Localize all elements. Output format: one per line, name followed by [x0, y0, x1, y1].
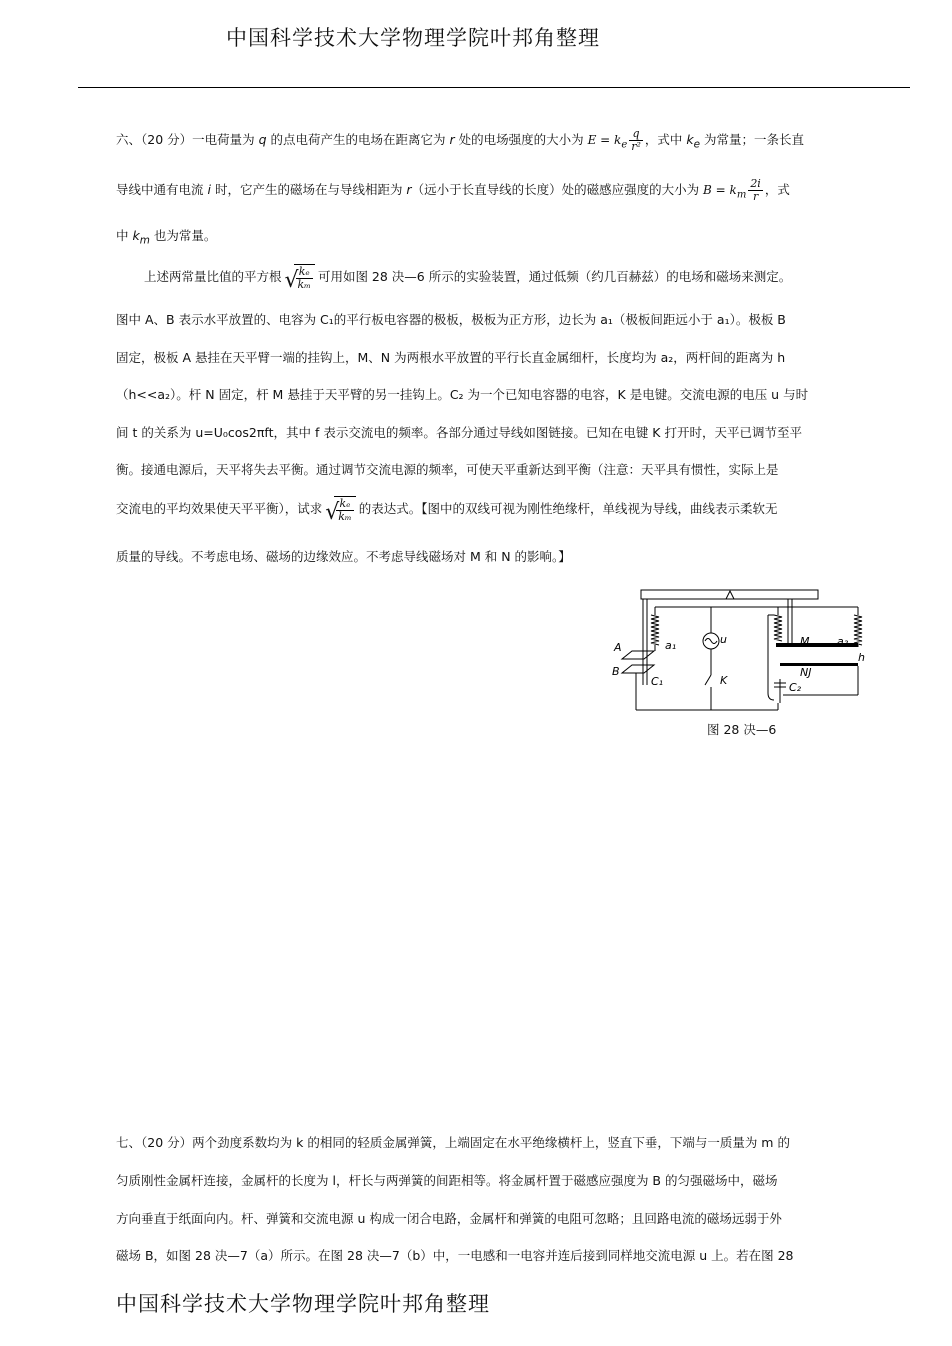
rod-n	[780, 663, 858, 666]
label-u: u	[720, 633, 727, 646]
q6-line-3: 中 $k_m$ 也为常量。	[116, 228, 217, 247]
q7-line-2: 匀质刚性金属杆连接，金属杆的长度为 l，杆长与两弹簧的间距相等。将金属杆置于磁感应强度为 B 的匀强磁场中，磁场	[116, 1173, 778, 1188]
left-spring-icon	[651, 615, 659, 645]
plate-a	[622, 651, 654, 659]
label-m: M	[800, 635, 810, 648]
q7-line-4: 磁场 B，如图 28 决—7（a）所示。在图 28 决—7（b）中，一电感和一电容并连后接到同样地交流电源 u 上。若在图 28	[116, 1248, 794, 1263]
q6-line-5: 图中 A、B 表示水平放置的、电容为 C₁的平行板电容器的极板，极板为正方形，边长为 a₁（极板间距远小于 a₁）。极板 B	[116, 312, 786, 327]
q7-line-1: 七、（20 分）两个劲度系数均为 k 的相同的轻质金属弹簧，上端固定在水平绝缘横杆上，竖直下垂，下端与一质量为 m 的	[116, 1135, 790, 1150]
sqrt-ratio-1: √ $\frac{\text{kₑ}}{\text{kₘ}}$	[285, 264, 315, 291]
q6-line-9: 衡。接通电源后，天平将失去平衡。通过调节交流电源的频率，可使天平重新达到平衡（注意：天平具有惯性，实际上是	[116, 462, 779, 477]
right-spring-icon	[854, 615, 862, 645]
fulcrum-icon	[726, 591, 734, 599]
page-header: 中国科学技术大学物理学院叶邦角整理	[226, 26, 600, 50]
q7-line-3: 方向垂直于纸面向内。杆、弹簧和交流电源 u 构成一闭合电路，金属杆和弹簧的电阻可忽略；且回路电流的磁场远弱于外	[116, 1211, 782, 1226]
plate-b	[622, 665, 654, 673]
apparatus-figure	[608, 585, 868, 715]
q6-line-4: 上述两常量比值的平方根 √ $\frac{\text{kₑ}}{\text{kₘ}}$ 可用如图 28 决—6 所示的实验装置，通过低频（约几百赫兹）的电场和磁场来测定。	[144, 265, 792, 293]
spring-m-left-icon	[774, 615, 782, 641]
label-k: K	[720, 674, 728, 687]
page-footer: 中国科学技术大学物理学院叶邦角整理	[116, 1292, 490, 1316]
coulomb-formula: $E = k_e$ $\frac{q}{\text{r²}}$	[587, 127, 641, 153]
label-a2: a₂	[837, 635, 849, 648]
header-rule	[78, 87, 910, 88]
q6-line-7: （h<<a₂）。杆 N 固定，杆 M 悬挂于天平臂的另一挂钩上。C₂ 为一个已知电容器的电容，K 是电键。交流电源的电压 u 与时	[116, 387, 809, 402]
sqrt-ratio-2: √ $\frac{\text{kₑ}}{\text{kₘ}}$	[325, 496, 355, 523]
q6-line-1: 六、（20 分）一电荷量为 q 的点电荷产生的电场在距离它为 r 处的电场强度的大小为 $E = k_e$ $\frac{q}{\text{r²}}$ ，式中 $k_e$ 为常量；一条长直	[116, 127, 805, 153]
biot-savart-formula: $B = k_m$ $\frac{2i}{r}$	[703, 177, 761, 203]
q6-line-8: 间 t 的关系为 u=U₀cos2πft，其中 f 表示交流电的频率。各部分通过导线如图链接。已知在电键 K 打开时，天平已调节至平	[116, 425, 802, 440]
label-nj: NJ	[800, 666, 812, 679]
switch-k	[705, 675, 711, 685]
label-b: B	[612, 665, 620, 678]
q6-line-2: 导线中通有电流 i 时，它产生的磁场在与导线相距为 r（远小于长直导线的长度）处的磁感应强度的大小为 $B = k_m$ $\frac{2i}{r}$ ，式	[116, 177, 790, 203]
figure-caption: 图 28 决—6	[707, 722, 777, 737]
label-a1: a₁	[665, 639, 677, 652]
q6-line-10: 交流电的平均效果使天平平衡），试求 √ $\frac{\text{kₑ}}{\text{kₘ}}$ 的表达式。【图中的双线可视为刚性绝缘杆，单线视为导线，曲线表示柔软无	[116, 497, 778, 525]
label-c1: C₁	[651, 675, 664, 688]
q6-line-6: 固定，极板 A 悬挂在天平臂一端的挂钩上，M、N 为两根水平放置的平行长直金属细杆，长度均为 a₂，两杆间的距离为 h	[116, 350, 786, 365]
label-a: A	[614, 641, 622, 654]
label-h: h	[858, 651, 865, 664]
q6-line-11: 质量的导线。不考虑电场、磁场的边缘效应。不考虑导线磁场对 M 和 N 的影响。】	[116, 549, 571, 564]
label-c2: C₂	[789, 681, 802, 694]
